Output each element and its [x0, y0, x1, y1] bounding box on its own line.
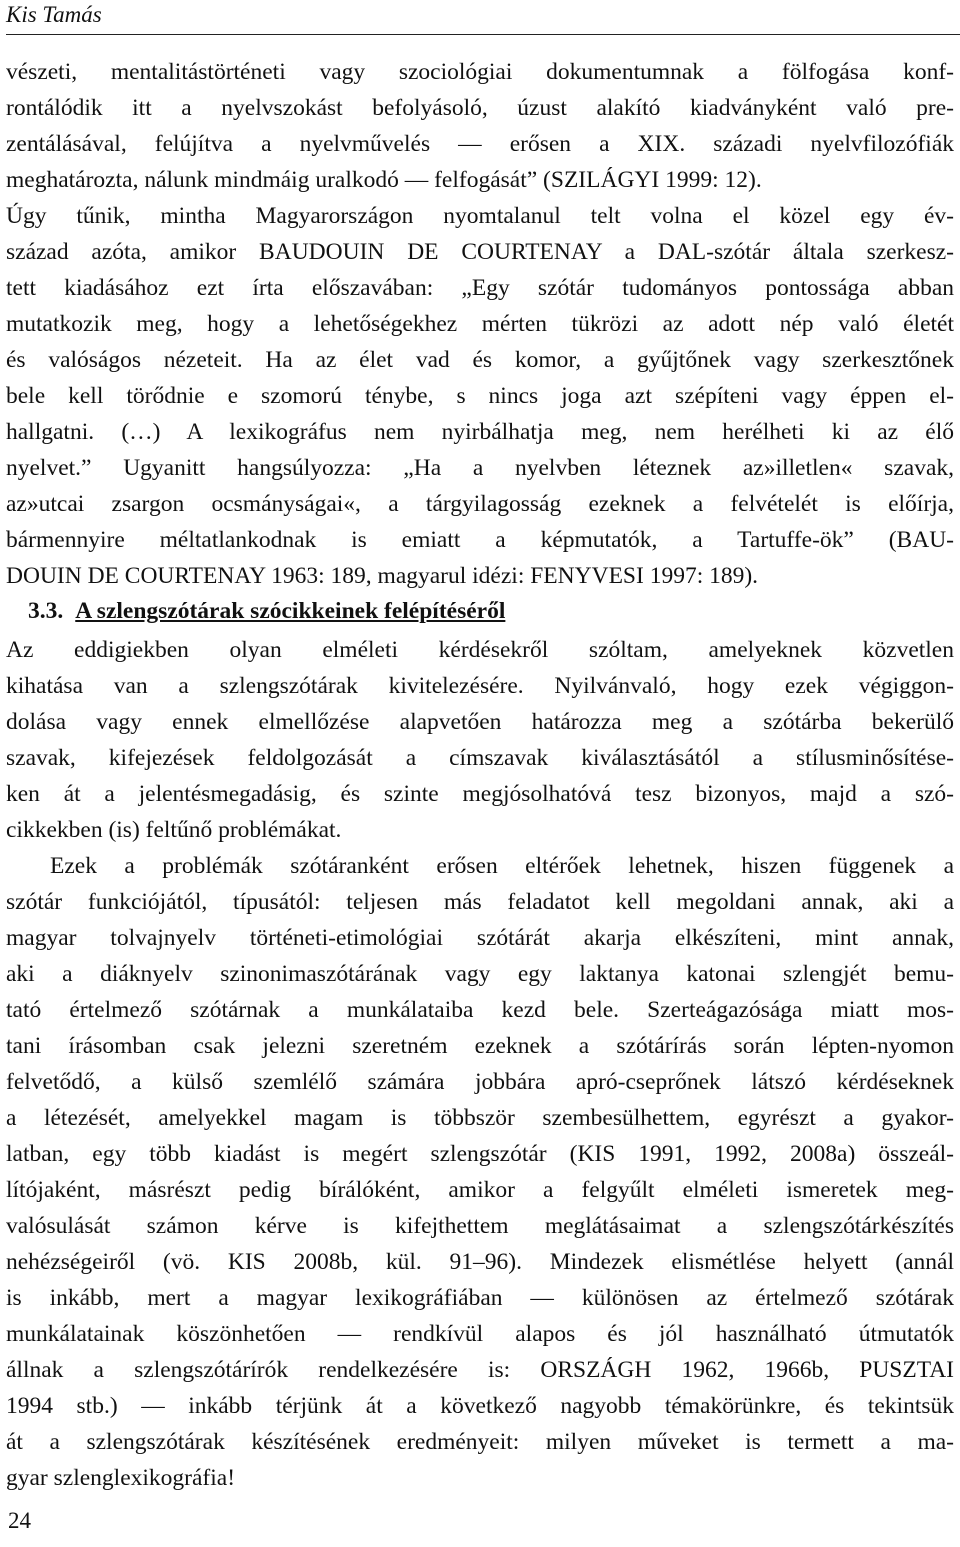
- text-line: gyar szlenglexikográfia!: [6, 1465, 236, 1491]
- text-line: lítójaként, másrészt pedig bírálóként, amikor a felgyűlt elméleti ismeretek meg-: [6, 1177, 954, 1203]
- text-line: dolása vagy ennek elmellőzése alapvetően határozza meg a szótárba bekerülő: [6, 709, 954, 735]
- text-line: és valóságos nézeteit. Ha az élet vad és komor, a gyűjtőnek vagy szerkesztőnek: [6, 347, 954, 373]
- text-line: át a szlengszótárak készítésének eredményeit: milyen műveket is termett a ma-: [6, 1429, 954, 1455]
- text-line: DOUIN DE COURTENAY 1963: 189, magyarul idézi: FENYVESI 1997: 189).: [6, 563, 759, 589]
- text-line: rontálódik itt a nyelvszokást befolyásoló, úzust alakító kiadványként való pre-: [6, 95, 954, 121]
- text-line: mutatkozik meg, hogy a lehetőségekhez mérten tükrözi az adott nép való életét: [6, 311, 954, 337]
- text-line: vészeti, mentalitástörténeti vagy szociológiai dokumentumnak a fölfogása konf-: [6, 59, 954, 85]
- text-line: szavak, kifejezések feldolgozását a címszavak kiválasztásától a stílusminősítése-: [6, 745, 954, 771]
- text-line: ken át a jelentésmegadásig, és szinte megjósolhatóvá tesz bizonyos, majd a szó-: [6, 781, 954, 807]
- page-number: 24: [8, 1508, 31, 1533]
- text-line: aki a diáknyelv szinonimaszótárának vagy egy laktanya katonai szlengjét bemu-: [6, 961, 954, 987]
- text-line: valósulását számon kérve is kifejthettem meglátásaimat a szlengszótárkészítés: [6, 1213, 954, 1239]
- header-author: Kis Tamás: [6, 2, 102, 27]
- text-line: cikkekben (is) feltűnő problémákat.: [6, 817, 342, 843]
- text-line: zentálásával, felújítva a nyelvművelés — erősen a XIX. századi nyelvfilozófiák: [6, 131, 954, 157]
- text-line: munkálatainak köszönhetően — rendkívül alapos és jól használható útmutatók: [6, 1321, 954, 1347]
- text-line: bele kell törődnie e szomorú ténybe, s nincs joga azt szépíteni vagy éppen el-: [6, 383, 954, 409]
- text-line: tató értelmező szótárnak a munkálataiba kezd bele. Szerteágazósága miatt mos-: [6, 997, 954, 1023]
- section-number: 3.3.: [28, 598, 64, 624]
- text-line: Az eddigiekben olyan elméleti kérdésekről szóltam, amelyeknek közvetlen: [6, 637, 954, 663]
- text-line: magyar tolvajnyelv történeti-etimológiai szótárát akarja elkészíteni, mint annak,: [6, 925, 954, 951]
- running-header: [6, 0, 960, 35]
- text-line: szótár funkciójától, típusától: teljesen más feladatot kell megoldani annak, aki a: [6, 889, 954, 915]
- text-line: tett kiadásához ezt írta előszavában: „Egy szótár tudományos pontossága abban: [6, 275, 954, 301]
- text-line: latban, egy több kiadást is megért szlengszótár (KIS 1991, 1992, 2008a) összeál-: [6, 1141, 954, 1167]
- text-line: nehézségeiről (vö. KIS 2008b, kül. 91–96). Mindezek elismétlése helyett (annál: [6, 1249, 954, 1275]
- text-line: kihatása van a szlengszótárak kivitelezésére. Nyilvánvaló, hogy ezek végiggon-: [6, 673, 954, 699]
- text-line: tani írásomban csak jelezni szeretném ezeknek a szótárírás során lépten-nyomon: [6, 1033, 954, 1059]
- text-line: a létezését, amelyekkel magam is többször szembesülhettem, egyrészt a gyakor-: [6, 1105, 954, 1131]
- text-line: állnak a szlengszótárírók rendelkezésére is: ORSZÁGH 1962, 1966b, PUSZTAI: [6, 1357, 954, 1383]
- section-heading: [28, 598, 505, 625]
- text-line: 1994 stb.) — inkább térjünk át a következő nagyobb témakörünkre, és tekintsük: [6, 1393, 954, 1419]
- text-line: Ezek a problémák szótáranként erősen eltérőek lehetnek, hiszen függenek a: [50, 853, 954, 879]
- section-title: A szlengszótárak szócikkeinek felépítéséről: [75, 598, 506, 624]
- text-line: az»utcai zsargon ocsmányságai«, a tárgyilagosság ezeknek a felvételét is előírja,: [6, 491, 954, 517]
- text-line: meghatározta, nálunk mindmáig uralkodó — felfogását” (SZILÁGYI 1999: 12).: [6, 167, 762, 193]
- text-line: nyelvet.” Ugyanitt hangsúlyozza: „Ha a nyelvben léteznek az»illetlen« szavak,: [6, 455, 954, 481]
- text-line: hallgatni. (…) A lexikográfus nem nyirbálhatja meg, nem herélheti ki az élő: [6, 419, 954, 445]
- text-line: Úgy tűnik, mintha Magyarországon nyomtalanul telt volna el közel egy év-: [6, 203, 954, 229]
- text-line: felvetődő, a külső szemlélő számára jobbára apró-cseprőnek látszó kérdéseknek: [6, 1069, 954, 1095]
- text-line: bármennyire méltatlankodnak is emiatt a képmutatók, a Tartuffe-ök” (BAU-: [6, 527, 954, 553]
- text-line: is inkább, mert a magyar lexikográfiában — különösen az értelmező szótárak: [6, 1285, 954, 1311]
- text-line: század azóta, amikor BAUDOUIN DE COURTENAY a DAL-szótár általa szerkesz-: [6, 239, 954, 265]
